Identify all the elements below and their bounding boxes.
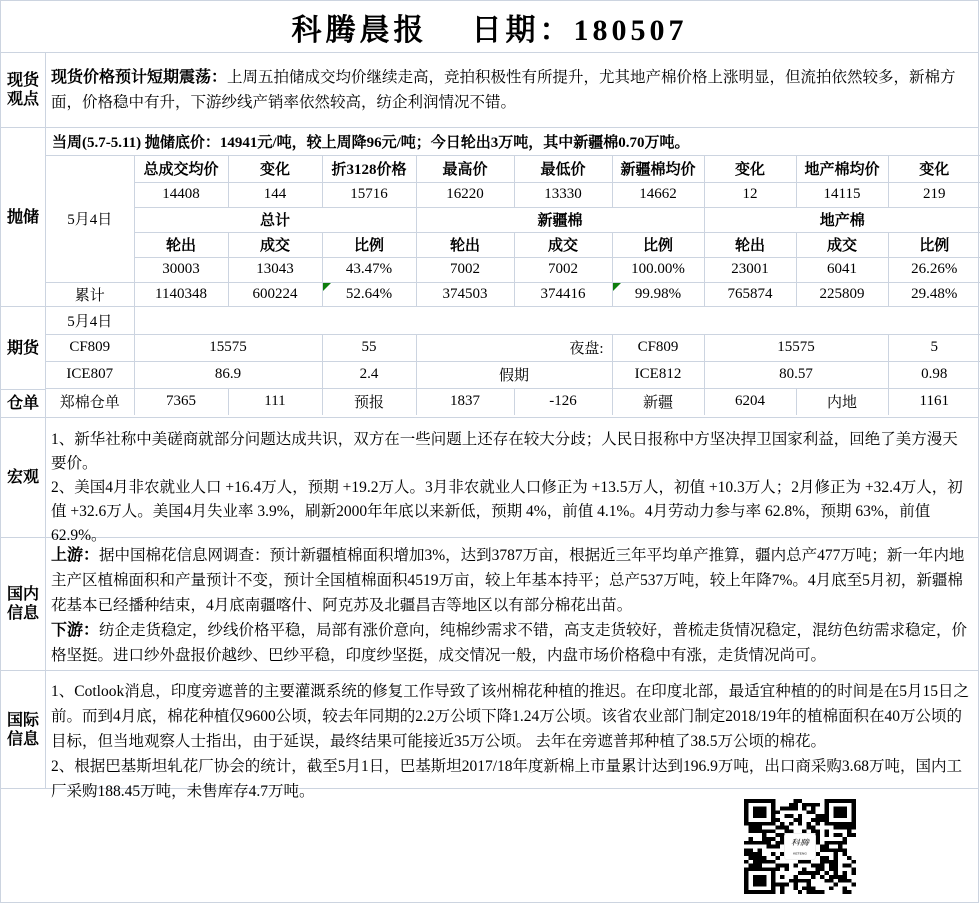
domestic-upstream-paragraph <box>46 543 978 618</box>
col-header: 变化 <box>704 155 796 182</box>
reserve-day-row <box>46 257 980 282</box>
receipts-name: 郑棉仓单 <box>46 388 134 415</box>
col-header: 最高价 <box>416 155 514 182</box>
table-cell: 7365 <box>134 388 228 415</box>
contract-change: 0.98 <box>888 361 980 388</box>
table-cell: 374503 <box>416 282 514 306</box>
reserve-table-wrap <box>46 128 980 306</box>
spot-view-body: 上周五拍储成交均价继续走高，竞拍积极性有所提升，尤其地产棉价格上涨明显，但流拍依然较多，新棉方面，价格稳中有升，下游纱线产销率依然较高，纺企利润情况不错。 <box>51 69 956 111</box>
svg-text:科腾: 科腾 <box>791 838 809 847</box>
table-cell-flagged: 52.64% <box>322 282 416 306</box>
col-subheader: 成交 <box>514 232 612 257</box>
table-cell: 111 <box>228 388 322 415</box>
receipts-label: 仓单 <box>6 395 39 412</box>
reserve-header-row <box>46 155 980 182</box>
table-cell: 7002 <box>514 257 612 282</box>
international-label: 国际信息 <box>1 671 46 788</box>
contract-price: 15575 <box>134 334 322 361</box>
macro-label: 宏观 <box>1 418 46 537</box>
table-cell: 6204 <box>704 388 796 415</box>
table-cell: 15716 <box>322 182 416 207</box>
night-session-label: 夜盘: <box>416 334 612 361</box>
spot-view-lead: 现货价格预计短期震荡： <box>51 69 228 86</box>
section-reserve <box>1 128 978 307</box>
reserve-total-label: 累计 <box>46 282 134 306</box>
section-domestic <box>1 538 978 671</box>
col-header: 总成交均价 <box>134 155 228 182</box>
col-subheader: 成交 <box>796 232 888 257</box>
reserve-avg-row <box>46 182 980 207</box>
table-cell: 29.48% <box>911 285 958 302</box>
table-cell: 374416 <box>514 282 612 306</box>
col-subheader: 轮出 <box>134 232 228 257</box>
section-international <box>1 671 978 800</box>
table-cell: 43.47% <box>322 257 416 282</box>
domestic-downstream-paragraph <box>46 618 978 668</box>
upstream-body: 据中国棉花信息网调查：预计新疆植棉面积增加3%，达到3787万亩，根据近三年平均单产推算，疆内总产477万吨；新一年内地主产区植棉面积和产量预计不变，预计全国植棉面积4519万亩，较上年基本持平；总产537万吨，较上年降7%。4月底至5月初，新疆棉花基本已经播种结束，4月底南疆喀什、阿克苏及北疆昌吉等地区以有部分棉花出苗。 <box>51 547 965 614</box>
contract-price: 86.9 <box>134 361 322 388</box>
downstream-lead: 下游： <box>51 622 100 639</box>
col-subheader: 比例 <box>888 232 980 257</box>
section-futures <box>1 307 978 418</box>
table-cell: -126 <box>514 388 612 415</box>
spot-view-content <box>46 53 978 127</box>
contract-change: 55 <box>322 334 416 361</box>
col-subheader: 比例 <box>612 232 704 257</box>
contract-name: CF809 <box>612 334 704 361</box>
contract-name: CF809 <box>46 334 134 361</box>
reserve-week-note: 当周(5.7-5.11) 抛储底价：14941元/吨，较上周降96元/吨；今日轮出3万吨，其中新疆棉0.70万吨。 <box>46 128 980 155</box>
table-cell: 16220 <box>416 182 514 207</box>
upstream-lead: 上游： <box>51 547 100 564</box>
contract-price: 80.57 <box>704 361 888 388</box>
table-cell: 1140348 <box>134 282 228 306</box>
reserve-date: 5月4日 <box>46 155 134 282</box>
contract-name: ICE812 <box>612 361 704 388</box>
futures-cf-row <box>46 334 980 361</box>
contract-price: 15575 <box>704 334 888 361</box>
table-cell: 219 <box>888 182 980 207</box>
report-date: 日期：180507 <box>471 13 688 47</box>
col-header: 最低价 <box>514 155 612 182</box>
table-cell: 144 <box>228 182 322 207</box>
reserve-subheader-row <box>46 232 980 257</box>
table-cell: 14115 <box>796 182 888 207</box>
contract-name: ICE807 <box>46 361 134 388</box>
futures-table-wrap <box>46 307 980 417</box>
macro-paragraph-1: 1、新华社称中美磋商就部分问题达成共识，双方在一些问题上还存在较大分歧；人民日报称中方坚决捍卫国家利益，回绝了美方漫天要价。 <box>51 431 958 472</box>
contract-change: 2.4 <box>322 361 416 388</box>
section-macro <box>1 418 978 544</box>
table-cell: 13043 <box>228 257 322 282</box>
report-header <box>1 1 978 53</box>
forecast-label: 预报 <box>322 388 416 415</box>
international-paragraph-1: 1、Cotlook消息，印度旁遮普的主要灌溉系统的修复工作导致了该州棉花种植的推迟。在印度北部，最适宜种植的的时间是在5月15日之前。而到4月底，棉花种植仅9600公顷，较去年同期的2.2万公顷下降1.24万公顷。该省农业部门制定2018/19年的植棉面积在40万公顷的目标，但当地观察人士指出，由于延误，最终结果可能接近35万公顷。 去年在旁遮普邦种植了38.5万公顷的棉花。 <box>51 683 969 750</box>
col-header: 变化 <box>228 155 322 182</box>
downstream-body: 纺企走货稳定，纱线价格平稳，局部有涨价意向，纯棉纱需求不错，高支走货较好，普梳走货情况稳定，混纺色纺需求稳定，价格坚挺。进口纱外盘报价越纱、巴纱平稳，印度纱坚挺，成交情况一般，内盘市场价格稳中有涨，走货情况尚可。 <box>51 622 968 664</box>
spot-view-paragraph <box>46 65 978 115</box>
table-cell: 30003 <box>134 257 228 282</box>
futures-date-row <box>46 307 980 334</box>
col-header: 变化 <box>888 155 980 182</box>
group-header-local: 地产棉 <box>704 207 980 232</box>
spot-view-label: 现货观点 <box>1 53 46 127</box>
group-header-xinjiang: 新疆棉 <box>416 207 704 232</box>
table-cell: 23001 <box>704 257 796 282</box>
futures-label: 期货 <box>1 307 45 390</box>
futures-table <box>46 307 980 415</box>
futures-date: 5月4日 <box>46 307 134 334</box>
table-cell: 100.00% <box>612 257 704 282</box>
reserve-group-row <box>46 207 980 232</box>
report-title: 科腾晨报 <box>291 13 428 47</box>
xinjiang-label: 新疆 <box>612 388 704 415</box>
domestic-content <box>46 538 978 670</box>
inland-label: 内地 <box>796 388 888 415</box>
col-subheader: 轮出 <box>416 232 514 257</box>
futures-ice-row <box>46 361 980 388</box>
col-header: 地产棉均价 <box>796 155 888 182</box>
col-header: 折3128价格 <box>322 155 416 182</box>
international-content <box>46 671 978 800</box>
col-subheader: 轮出 <box>704 232 796 257</box>
futures-label-column <box>1 307 46 417</box>
group-header-total: 总计 <box>134 207 416 232</box>
section-spot-view <box>1 53 978 128</box>
domestic-label: 国内信息 <box>1 538 46 670</box>
reserve-week-note-row <box>46 128 980 155</box>
holiday-note: 假期 <box>416 361 612 388</box>
table-cell: 13330 <box>514 182 612 207</box>
table-cell: 7002 <box>416 257 514 282</box>
table-cell: 600224 <box>228 282 322 306</box>
section-footer <box>1 789 978 902</box>
table-cell-flagged: 99.98% <box>612 282 704 306</box>
table-cell: 765874 <box>704 282 796 306</box>
receipts-row <box>46 388 980 415</box>
col-header: 新疆棉均价 <box>612 155 704 182</box>
reserve-total-row <box>46 282 980 306</box>
table-cell: 14408 <box>134 182 228 207</box>
reserve-label: 抛储 <box>1 128 46 306</box>
reserve-table <box>46 128 980 306</box>
svg-text:KETENG: KETENG <box>793 851 807 856</box>
table-cell: 12 <box>704 182 796 207</box>
col-subheader: 比例 <box>322 232 416 257</box>
empty-cell <box>134 307 980 334</box>
table-cell: 14662 <box>612 182 704 207</box>
qr-code <box>744 799 856 894</box>
macro-paragraph-2: 2、美国4月非农就业人口 +16.4万人，预期 +19.2万人。3月非农就业人口修正为 +13.5万人，初值 +10.3万人；2月修正为 +32.4万人，初值 +32.6万人。美国4月失业率 3.9%，刷新2000年年底以来新低，预期 4%，前值 4.1%。4月劳动力参与率 62.8%，预期 63%，前值 62.9%。 <box>51 479 963 544</box>
table-cell: 1837 <box>416 388 514 415</box>
table-cell: 1161 <box>919 393 949 410</box>
contract-change: 5 <box>888 334 980 361</box>
international-paragraph-2: 2、根据巴基斯坦轧花厂协会的统计，截至5月1日，巴基斯坦2017/18年度新棉上市量累计达到196.9万吨，出口商采购3.68万吨，国内工厂采购188.45万吨，未售库存4.7万吨。 <box>51 758 963 800</box>
table-cell: 26.26% <box>888 257 980 282</box>
table-cell: 6041 <box>796 257 888 282</box>
col-subheader: 成交 <box>228 232 322 257</box>
macro-content <box>46 418 978 544</box>
table-cell: 225809 <box>796 282 888 306</box>
